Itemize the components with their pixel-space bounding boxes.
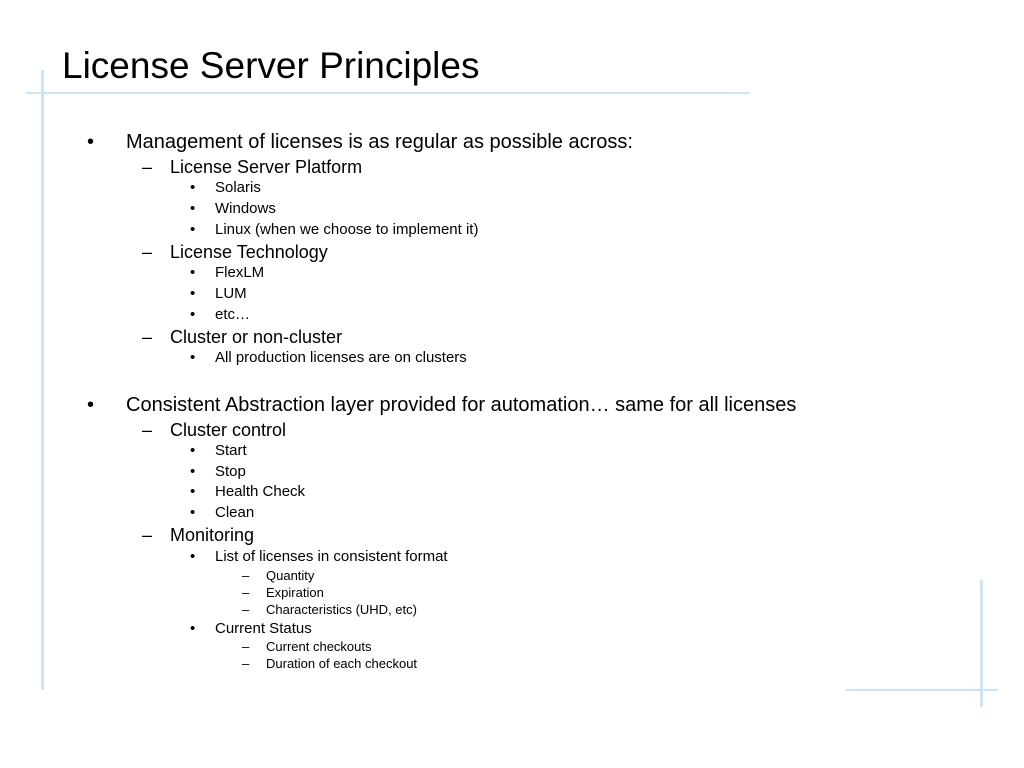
bullet-marker-level-3: • bbox=[190, 179, 196, 196]
bullet-marker-level-2: – bbox=[142, 242, 153, 262]
bullet-marker-level-4: – bbox=[242, 639, 250, 654]
decor-line-top-horizontal bbox=[26, 92, 750, 94]
bullet-marker-level-3: • bbox=[190, 548, 196, 565]
bullet-text-level-3: Solaris bbox=[215, 179, 261, 196]
bullet-text-level-4: Characteristics (UHD, etc) bbox=[266, 602, 417, 617]
bullet-text-level-4: Duration of each checkout bbox=[266, 656, 418, 671]
bullet-marker-level-2: – bbox=[142, 525, 153, 545]
bullet-marker-level-3: • bbox=[190, 620, 196, 637]
bullet-marker-level-4: – bbox=[242, 585, 250, 600]
bullet-marker-level-3: • bbox=[190, 264, 196, 281]
slide-title: License Server Principles bbox=[62, 45, 480, 86]
bullet-marker-level-1: • bbox=[87, 131, 95, 153]
bullet-text-level-1: Management of licenses is as regular as possible across: bbox=[126, 131, 633, 153]
bullet-marker-level-3: • bbox=[190, 463, 196, 480]
bullet-marker-level-3: • bbox=[190, 285, 196, 302]
bullet-marker-level-1: • bbox=[87, 394, 95, 416]
bullet-marker-level-3: • bbox=[190, 442, 196, 459]
bullet-text-level-3: etc… bbox=[215, 306, 251, 323]
bullet-marker-level-4: – bbox=[242, 568, 250, 583]
bullet-text-level-3: FlexLM bbox=[215, 264, 265, 281]
bullet-marker-level-4: – bbox=[242, 656, 250, 671]
decor-line-bottom-horizontal bbox=[846, 689, 998, 691]
bullet-text-level-4: Quantity bbox=[266, 568, 315, 583]
bullet-text-level-3: Health Check bbox=[215, 483, 306, 500]
bullet-text-level-4: Current checkouts bbox=[266, 639, 372, 654]
bullet-text-level-3: List of licenses in consistent format bbox=[215, 548, 448, 565]
bullet-marker-level-3: • bbox=[190, 504, 196, 521]
bullet-text-level-2: Cluster control bbox=[170, 420, 287, 440]
bullet-marker-level-4: – bbox=[242, 602, 250, 617]
bullet-text-level-2: License Server Platform bbox=[170, 157, 363, 177]
bullet-text-level-2: Monitoring bbox=[170, 525, 255, 545]
bullet-text-level-2: License Technology bbox=[170, 242, 328, 262]
bullet-marker-level-2: – bbox=[142, 157, 153, 177]
decor-line-left-vertical bbox=[41, 70, 44, 690]
bullet-marker-level-2: – bbox=[142, 327, 153, 347]
bullet-marker-level-3: • bbox=[190, 483, 196, 500]
decor-line-right-vertical bbox=[980, 580, 983, 707]
bullet-text-level-3: Current Status bbox=[215, 620, 312, 637]
bullet-marker-level-2: – bbox=[142, 420, 153, 440]
bullet-text-level-3: Linux (when we choose to implement it) bbox=[215, 221, 479, 238]
bullet-marker-level-3: • bbox=[190, 200, 196, 217]
bullet-text-level-3: Clean bbox=[215, 504, 255, 521]
bullet-text-level-3: Stop bbox=[215, 463, 246, 480]
bullet-text-level-4: Expiration bbox=[266, 585, 324, 600]
bullet-text-level-2: Cluster or non-cluster bbox=[170, 327, 343, 347]
bullet-marker-level-3: • bbox=[190, 221, 196, 238]
bullet-text-level-3: Start bbox=[215, 442, 247, 459]
bullet-text-level-1: Consistent Abstraction layer provided for automation… same for all licenses bbox=[126, 394, 797, 416]
bullet-marker-level-3: • bbox=[190, 306, 196, 323]
bullet-text-level-3: Windows bbox=[215, 200, 276, 217]
bullet-text-level-3: All production licenses are on clusters bbox=[215, 349, 467, 366]
bullet-text-level-3: LUM bbox=[215, 285, 247, 302]
bullet-marker-level-3: • bbox=[190, 349, 196, 366]
